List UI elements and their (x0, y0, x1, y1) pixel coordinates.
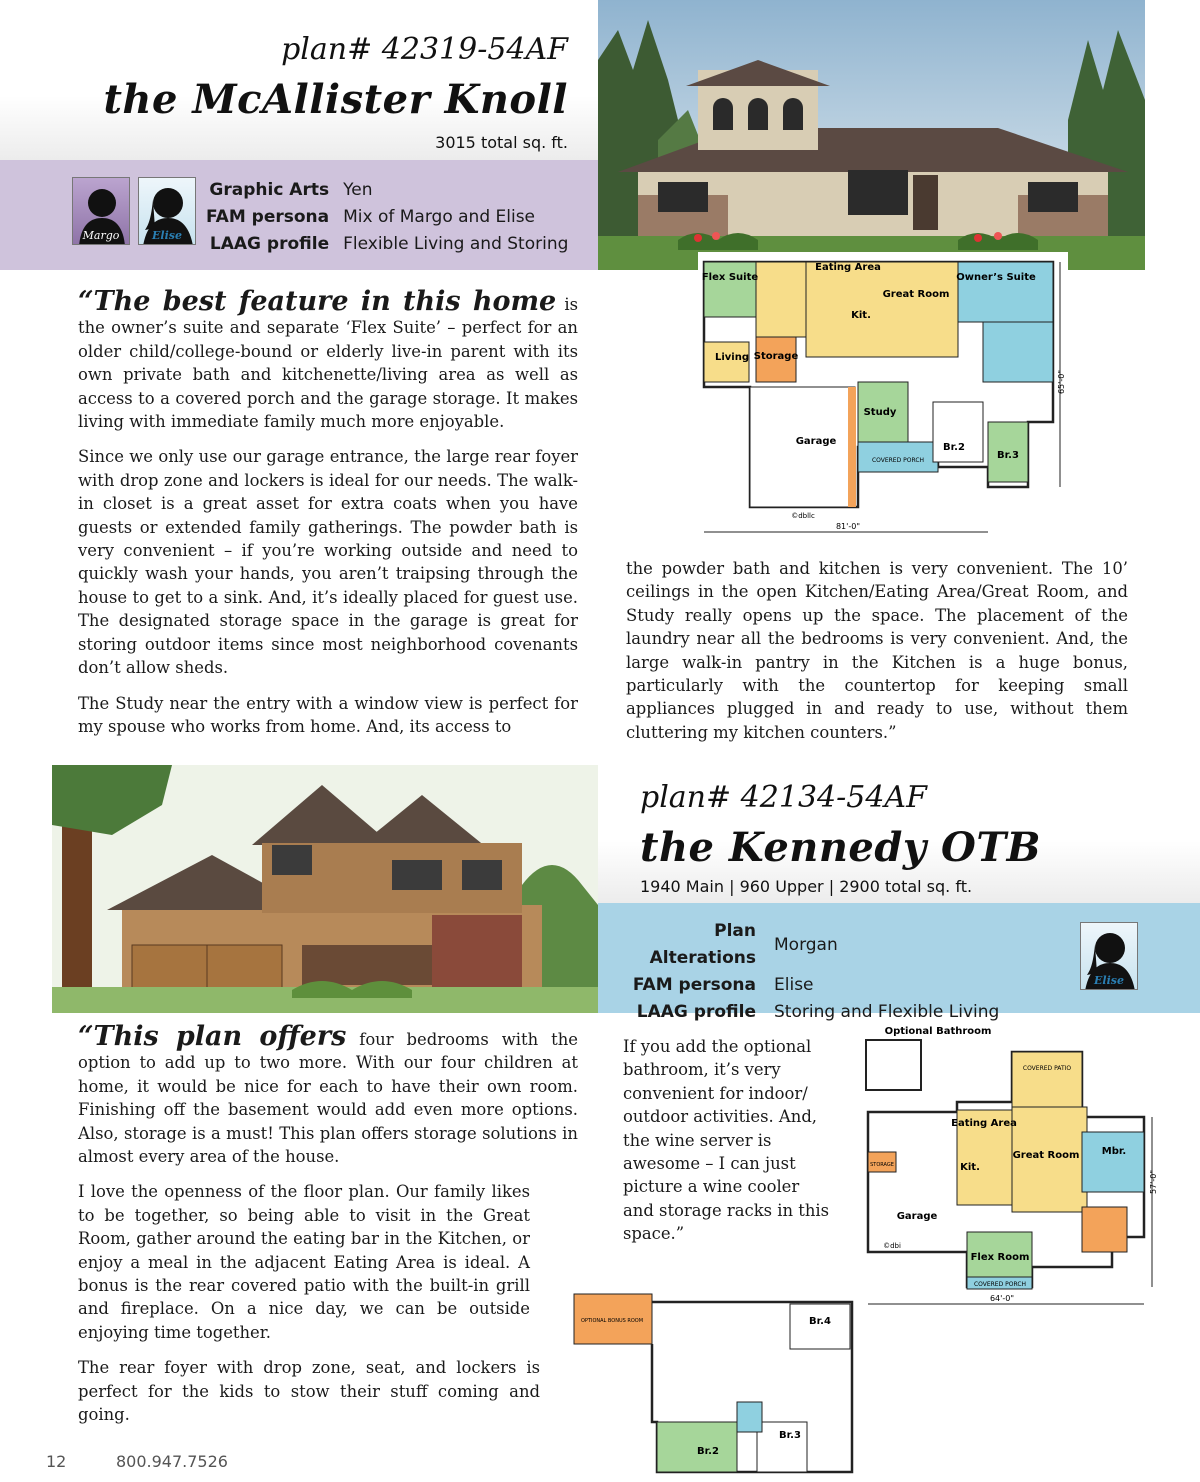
room-label: OPTIONAL BONUS ROOM (580, 1318, 644, 1324)
page-number: 12 (46, 1452, 67, 1471)
testimonial-col-2 (623, 1035, 831, 1258)
info-label: Plan Alterations (649, 921, 756, 968)
testimonial-col-2 (626, 557, 1128, 756)
info-value: Yen (343, 180, 373, 200)
testimonial-paragraph: Since we only use our garage entrance, the large rear foyer with drop zone and lockers is ideal for our needs. The walk-in closet is a great asset for extra coats when you have guests or extended family gatherings. The powder bath is very convenient – if you’re working outside and need to quickly wash your hands, you aren’t traipsing through the house to get to a sink. And, it’s ideally placed for guest use. The designated storage space in the garage is great for storing outdoor items since most neighborhood covenants don’t allow sheds. (78, 447, 578, 678)
room-label: Mbr. (1101, 1146, 1127, 1157)
room-label: Garage (896, 1211, 938, 1222)
info-label: LAAG profile (636, 1002, 756, 1022)
plan-info-table (206, 177, 568, 258)
info-row (206, 231, 568, 258)
width-dimension: 64'-0" (989, 1294, 1015, 1303)
persona-label: Elise (152, 229, 182, 242)
room-label: Storage (753, 351, 799, 362)
room-label: Eating Area (815, 262, 881, 273)
info-row (606, 972, 999, 999)
testimonial-paragraph: I love the openness of the floor plan. Our family likes to be together, so being able to visit in the Great Room, gather around the eating bar in the Kitchen, or enjoy a meal in the adjacent Eating Area is ideal. A bonus is the rear covered patio with the built-in grill and fireplace. On a nice day, we can be outside enjoying time together. (78, 1182, 530, 1342)
copyright-mark: ©dbi (883, 1242, 901, 1250)
persona-label: Margo (82, 229, 120, 242)
info-value: Flexible Living and Storing (343, 234, 569, 254)
info-label: LAAG profile (209, 234, 330, 254)
lead-quote: “This plan offers (78, 1021, 347, 1052)
room-label: Br.2 (697, 1446, 719, 1457)
room-label: COVERED PATIO (1022, 1065, 1072, 1072)
room-label: Owner’s Suite (956, 272, 1036, 283)
room-label: COVERED PORCH (973, 1281, 1027, 1288)
room-label: Flex Suite (701, 272, 759, 283)
info-value: Mix of Margo and Elise (343, 207, 536, 227)
info-label: FAM persona (632, 975, 756, 995)
testimonial-paragraph (78, 286, 578, 433)
room-label: Living (714, 352, 750, 363)
plan-number: plan# 42134-54AF (640, 780, 927, 815)
phone-number: 800.947.7526 (116, 1452, 228, 1471)
room-label: Study (863, 407, 897, 418)
persona-elise-avatar (1080, 922, 1138, 990)
info-row (606, 918, 999, 972)
room-label: Garage (795, 436, 837, 447)
room-label: Br.2 (943, 442, 965, 453)
house-rendering-kennedy (52, 765, 598, 1013)
testimonial-col-1 (78, 286, 578, 750)
depth-dimension: 57'-0" (1149, 1169, 1158, 1195)
room-label: Eating Area (951, 1118, 1017, 1129)
testimonial-paragraph: If you add the optional bathroom, it’s very convenient for indoor/ outdoor activities. And, the wine server is awesome – I can just picture a wine cooler and storage racks in this space.” (623, 1037, 830, 1244)
info-row (206, 204, 568, 231)
room-label: Flex Room (970, 1252, 1030, 1263)
square-footage: 3015 total sq. ft. (435, 133, 568, 152)
info-value: Elise (774, 975, 814, 995)
room-label: COVERED PORCH (871, 457, 925, 464)
square-footage: 1940 Main | 960 Upper | 2900 total sq. ft. (640, 877, 973, 896)
room-label: Br.3 (997, 450, 1019, 461)
room-label: Kit. (960, 1162, 980, 1173)
testimonial-paragraph (78, 1021, 578, 1168)
room-label: Br.4 (809, 1316, 831, 1327)
floorplan-kennedy-main (862, 1022, 1160, 1312)
room-label: Kit. (851, 310, 871, 321)
floorplan-kennedy-upper (572, 1292, 860, 1478)
room-label: Br.3 (779, 1430, 801, 1441)
depth-dimension: 65'-0" (1057, 369, 1066, 395)
paragraph-text: four bedrooms with the option to add up to two more. With our four children at home, it would be nice for each to have their own room. Finishing off the basement would add even more options. Also, storage is a must! This plan offers storage solutions in almost every area of the house. (78, 1030, 578, 1167)
info-value: Storing and Flexible Living (774, 1002, 1000, 1022)
room-label: Great Room (882, 289, 950, 300)
room-label: Great Room (1012, 1150, 1080, 1161)
persona-elise-avatar (138, 177, 196, 245)
optional-bathroom-label: Optional Bathroom (884, 1026, 992, 1037)
home-name: the Kennedy OTB (640, 824, 1041, 871)
floorplan-mcallister (698, 252, 1068, 540)
paragraph-text: is the owner’s suite and separate ‘Flex Suite’ – perfect for an older child/college-bound or elderly live-in parent with its own private bath and kitchenette/living area as well as access to a covered porch and the garage storage. It makes living with immediate family much more enjoyable. (78, 295, 578, 432)
info-label: FAM persona (206, 207, 330, 227)
testimonial-col-1 (78, 1021, 578, 1439)
testimonial-paragraph: The Study near the entry with a window view is perfect for my spouse who works from home. And, its access to (78, 693, 578, 736)
width-dimension: 81'-0" (835, 522, 861, 531)
plan-number: plan# 42319-54AF (281, 32, 568, 67)
home-name: the McAllister Knoll (103, 76, 568, 123)
testimonial-paragraph: the powder bath and kitchen is very convenient. The 10’ ceilings in the open Kitchen/Eating Area/Great Room, and Study really opens up the space. The placement of the laundry near all the bedrooms is very convenient. And, the large walk-in pantry in the Kitchen is a huge bonus, particularly with the countertop for keeping small appliances plugged in and ready to use, without them cluttering my kitchen counters.” (626, 559, 1128, 742)
copyright-mark: ©dbllc (791, 512, 815, 520)
info-value: Morgan (774, 934, 838, 955)
room-label: STORAGE (870, 1162, 894, 1168)
lead-quote: “The best feature in this home (78, 286, 557, 317)
info-row (206, 177, 568, 204)
testimonial-paragraph: The rear foyer with drop zone, seat, and lockers is perfect for the kids to stow their stuff coming and going. (78, 1358, 540, 1425)
plan-info-table (606, 918, 999, 1026)
persona-label: Elise (1094, 974, 1124, 987)
house-rendering-mcallister (598, 0, 1145, 270)
persona-margo-avatar (72, 177, 130, 245)
info-label: Graphic Arts (209, 180, 330, 200)
